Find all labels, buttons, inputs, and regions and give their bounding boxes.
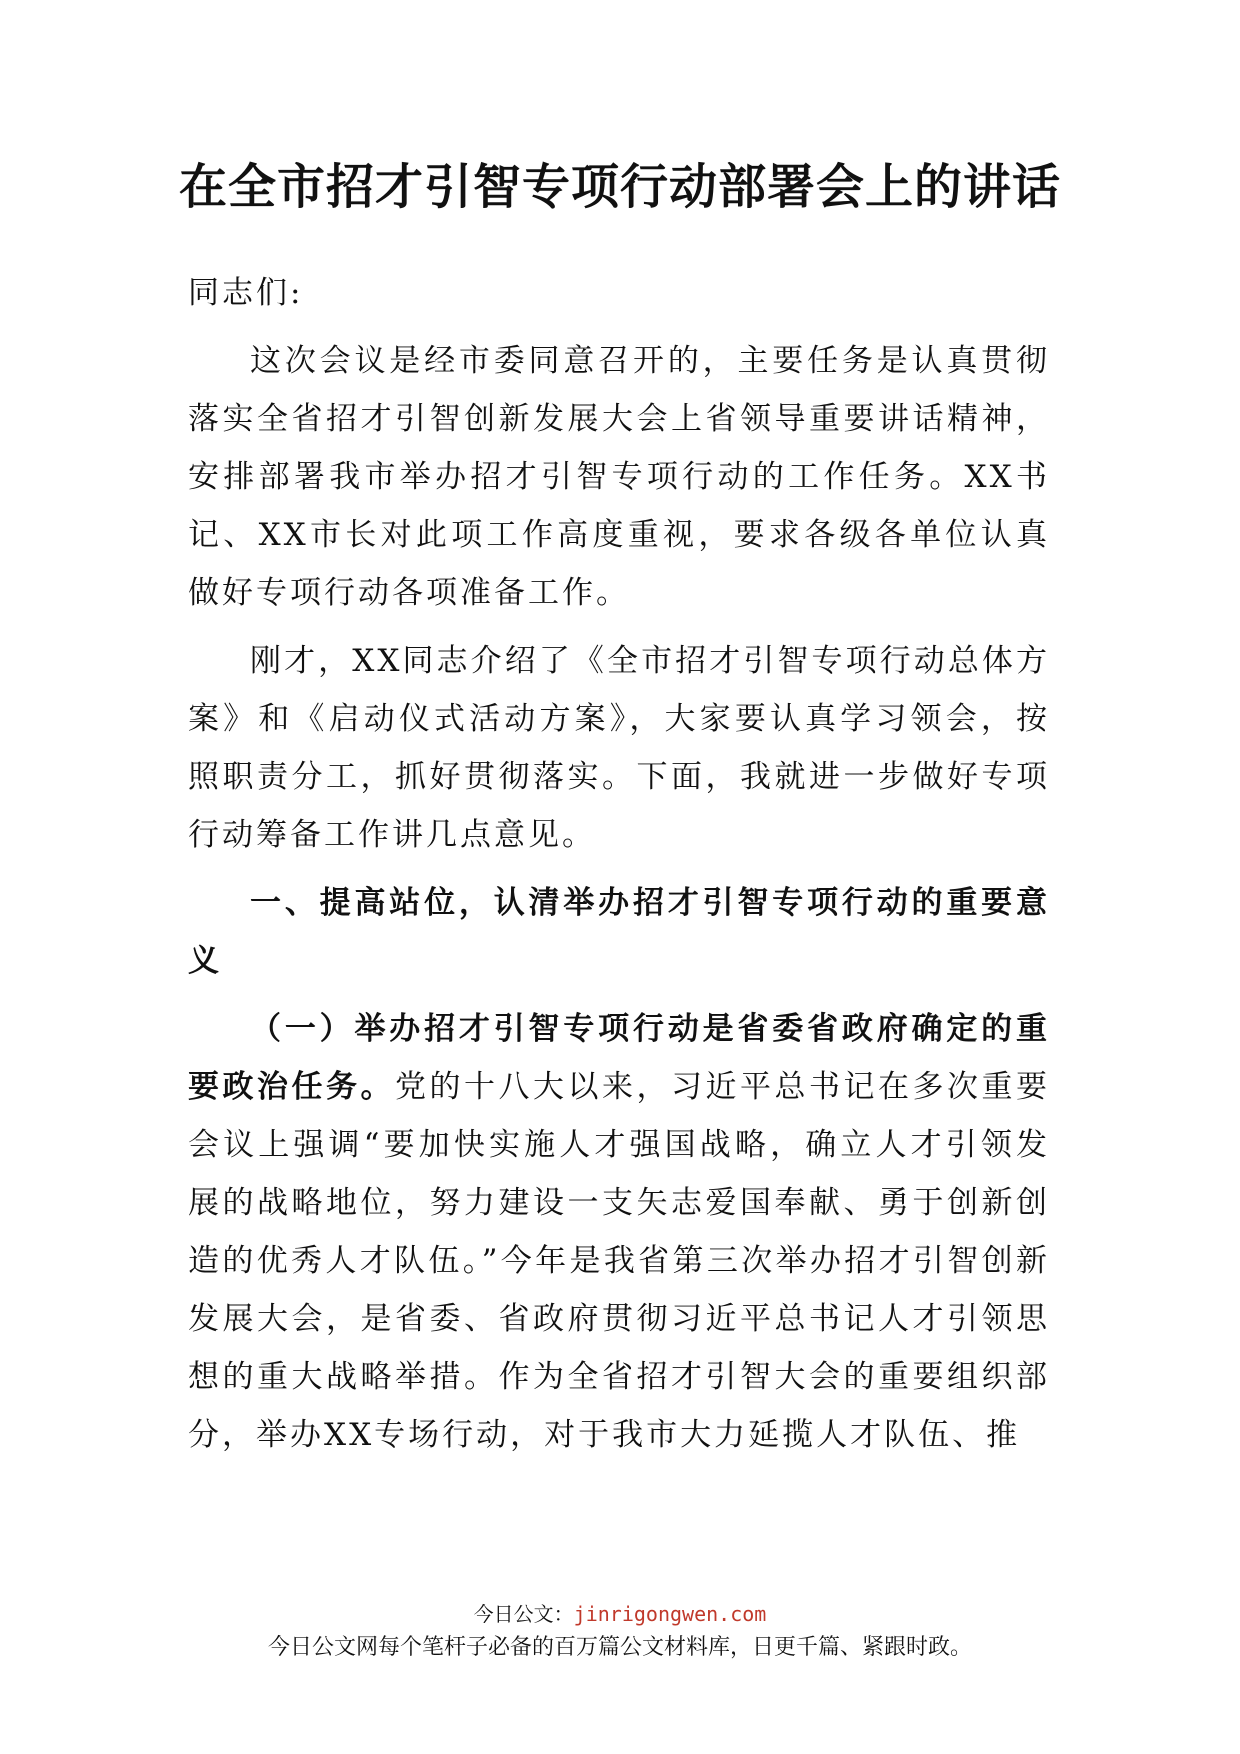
- section-heading-1: 一、提高站位，认清举办招才引智专项行动的重要意义: [188, 885, 1050, 979]
- subsection-1-body: 党的十八大以来，习近平总书记在多次重要会议上强调“要加快实施人才强国战略，确立人才引领发展的战略地位，努力建设一支矢志爱国奉献、勇于创新创造的优秀人才队伍。”今年是我省第三次举办招才引智创新发展大会，是省委、省政府贯彻习近平总书记人才引领思想的重大战略举措。作为全省招才引智大会的重要组织部分，举办XX专场行动，对于我市大力延揽人才队伍、推: [188, 1069, 1050, 1453]
- footer-tagline: 今日公文网每个笔杆子必备的百万篇公文材料库，日更千篇、紧跟时政。: [267, 1635, 972, 1660]
- footer-site-link[interactable]: jinrigongwen.com: [573, 1602, 767, 1626]
- document-title: 在全市招才引智专项行动部署会上的讲话: [178, 159, 1061, 215]
- paragraph-overview: 刚才，XX同志介绍了《全市招才引智专项行动总体方案》和《启动仪式活动方案》，大家要认真学习领会，按照职责分工，抓好贯彻落实。下面，我就进一步做好专项行动筹备工作讲几点意见。: [188, 643, 1050, 853]
- salutation: 同志们:: [188, 275, 304, 311]
- paragraph-intro: 这次会议是经市委同意召开的，主要任务是认真贯彻落实全省招才引智创新发展大会上省领导重要讲话精神，安排部署我市举办招才引智专项行动的工作任务。XX书记、XX市长对此项工作高度重视，要求各级各单位认真做好专项行动各项准备工作。: [188, 343, 1050, 611]
- subsection-1: [188, 1000, 1050, 1464]
- footer-site: [0, 1598, 1240, 1627]
- subsection-1-lead: （一）举办招才引智专项行动是省委省政府确定的重要政治任务。: [188, 1011, 1050, 1105]
- document-body: [188, 264, 1050, 1474]
- footer-site-label: 今日公文：: [473, 1602, 574, 1626]
